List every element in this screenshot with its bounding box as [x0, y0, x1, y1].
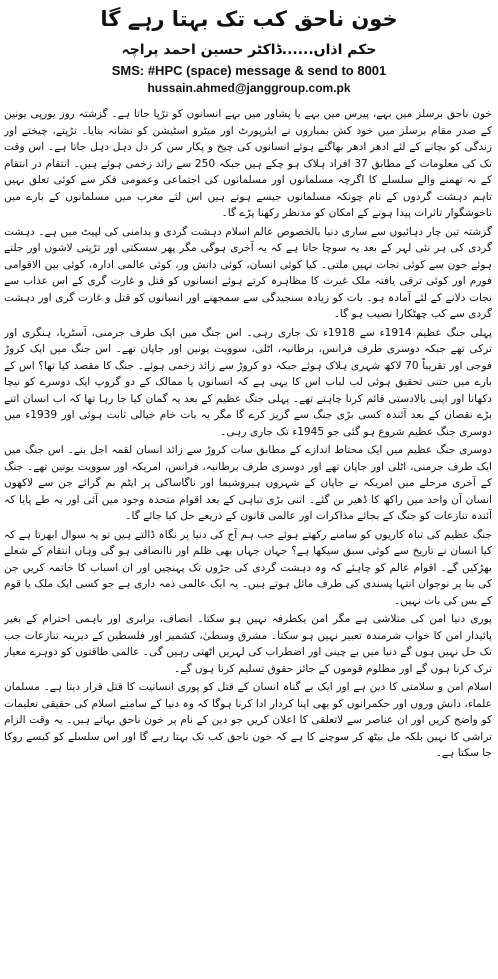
article-title: خون ناحق کب تک بہتا رہے گا [100, 7, 398, 31]
paragraph-3: پہلی جنگ عظیم 1914ء سے 1918ء تک جاری رہی۔ اس جنگ میں ایک طرف جرمنی، آسٹریا، ہنگری اور ترکی تھے جبکہ دوسری طرف فرانس، برطانیہ، اٹلی، سوویت یونین اور جاپان تھے۔ اس جنگ میں ایک کروڑ فوجی اور تقریباً 70 لاکھ شہری ہلاک ہوئے جبکہ دو کروڑ سے زائد زخمی ہوئے۔ جنگ کا مقصد کیا تھا؟ اس کے بارے میں جتنی تحقیق ہوئی لب لباب اس کا یہی ہے کہ انسانوں یا ممالک کے دو گروپ ایک دوسرے کو نیچا دکھانا اور اپنی بالادستی قائم کرنا چاہتے تھے۔ پہلی جنگ عظیم کے بعد یہ گمان کیا جا رہا تھا کہ اب انسان اتنے بڑے نقصان کے بعد آئندہ کسی بڑی جنگ سے گریز کرے گا مگر یہ بات خام خیالی ثابت ہوئی اور 1939ء میں دوسری جنگ عظیم شروع ہو گئی جو 1945ء تک جاری رہی۔ [4, 326, 492, 438]
sms-instruction: SMS: #HPC (space) message & send to 8001 [111, 63, 387, 78]
author-email[interactable]: hussain.ahmed@janggroup.com.pk [147, 81, 351, 95]
paragraph-5: جنگ عظیم کی تباہ کاریوں کو سامنے رکھتے ہوئے جب ہم آج کی دنیا پر نگاہ ڈالتے ہیں تو یہ سوال ابھرتا ہے کہ کیا انسان نے تاریخ سے کوئی سبق سیکھا ہے؟ جہاں جہاں بھی ظلم اور ناانصافی ہو گی وہاں انتقام کے شعلے بھڑکیں گے۔ اقوام عالم کو چاہئے کہ وہ دہشت گردی کی جڑوں تک پہنچیں اور ان اسباب کا خاتمہ کریں جن کی بنا پر نوجوان انتہا پسندی کی طرف مائل ہوتے ہیں۔ یہ ایک عالمی ذمہ داری ہے جو کسی ایک ملک یا قوم کے بس کی بات نہیں۔ [4, 528, 492, 607]
article-body [4, 106, 492, 979]
paragraph-7: اسلام امن و سلامتی کا دین ہے اور ایک بے گناہ انسان کے قتل کو پوری انسانیت کا قتل قرار دیتا ہے۔ مسلمان علماء، دانش وروں اور حکمرانوں کو بھی اپنا کردار ادا کرنا ہوگا کہ وہ دنیا کے سامنے اسلام کی حقیقی تعلیمات کو واضح کریں اور ان عناصر سے لاتعلقی کا اعلان کریں جو دین کے نام پر خون ناحق بہاتے ہیں۔ یہ وقت الزام تراشی کا نہیں بلکہ مل بیٹھ کر سوچنے کا ہے کہ خون ناحق کب تک بہتا رہے گا اور اس سلسلے کو کیسے روکا جا سکتا ہے۔ [4, 681, 492, 759]
paragraph-6: پوری دنیا امن کی متلاشی ہے مگر امن یکطرفہ نہیں ہو سکتا۔ انصاف، برابری اور باہمی احترام کے بغیر پائیدار امن کا خواب شرمندہ تعبیر نہیں ہو سکتا۔ مشرق وسطیٰ، کشمیر اور فلسطین کے دیرینہ تنازعات جب تک حل نہیں ہوں گے دنیا میں بے چینی اور اضطراب کی لہریں اٹھتی رہیں گی۔ عالمی طاقتوں کو دوہرے معیار ترک کرنا ہوں گے اور مظلوم قوموں کے جائز حقوق تسلیم کرنا ہوں گے۔ [4, 613, 492, 675]
paragraph-1: خون ناحق برسلز میں بہے، پیرس میں بہے یا پشاور میں بہے انسانوں کو تڑپا جاتا ہے۔ گزشتہ روز یورپی یونین کے صدر مقام برسلز میں خود کش بمباروں نے ایئرپورٹ اور میٹرو اسٹیشن کو نشانہ بنایا۔ تڑپتے، چیختے اور زندگی کو بچانے کے لئے ادھر ادھر بھاگتے ہوئے انسانوں کی چیخ و پکار سن کر دل دہل دہل جاتا ہے۔ اس وقت تک کی معلومات کے مطابق 37 افراد ہلاک ہو چکے ہیں جبکہ 250 سے زائد زخمی ہوئے ہیں۔ انتقام در انتقام کے نہ تھمنے والے سلسلے کا اگرچہ مسلمانوں اور مسلمانوں کی اجتماعی وعمومی فکر سے کوئی تعلق نہیں تاہم دہشت گردوں کے نام چونکہ مسلمانوں جیسے ہوتے ہیں اس لئے مغرب میں مسلمانوں کے بارے میں ناخوشگوار تاثرات پیدا ہونے کے امکان کو مدنظر رکھنا پڑے گا۔ [4, 108, 492, 219]
paragraph-4: دوسری جنگ عظیم میں ایک محتاط اندازے کے مطابق سات کروڑ سے زائد انسان لقمہ اجل بنے۔ اس جنگ میں ایک طرف جرمنی، اٹلی اور جاپان تھے اور دوسری طرف برطانیہ، فرانس، امریکہ اور سوویت یونین تھے۔ جنگ کے آخری مرحلے میں امریکہ نے جاپان کے شہروں ہیروشیما اور ناگاساکی پر ایٹم بم گرائے جن سے لاکھوں انسان آن واحد میں راکھ کا ڈھیر بن گئے۔ اتنی بڑی تباہی کے بعد اقوام متحدہ وجود میں آئی اور یہ طے پایا کہ آئندہ تنازعات کو جنگ کے بجائے مذاکرات اور عالمی قانون کے ذریعے حل کیا جائے گا۔ [4, 444, 492, 522]
paragraph-2: گزشتہ تین چار دہائیوں سے ساری دنیا بالخصوص عالم اسلام دہشت گردی و بدامنی کی لپیٹ میں ہے۔ دہشت گردی کی ہر نئی لہر کے بعد یہ سوچا جاتا ہے کہ یہ آخری ہوگی مگر پھر سسکتی اور تڑپتی لاشوں اور جلتے ہوئے خون سے کوئی نجات نہیں ملتی۔ کیا کوئی انسان، کوئی دانش ور، کوئی عالمی ادارہ، کوئی بین الاقوامی فورم اور کوئی ترقی یافتہ ملک غیرت کا مظاہرہ کرتے ہوئے انسانوں کو قتل و غارت گری کے اس عذاب سے نجات دلانے کے لئے آمادہ ہو۔ بات کو زیادہ سنجیدگی سے سمجھنے اور انسانوں کو قتل و غارت گری اور دہشت گردی سے کب چھٹکارا نصیب ہو گا۔ [4, 225, 492, 320]
article-byline: حکم اذاں......ڈاکٹر حسین احمد پراچہ [121, 42, 377, 58]
